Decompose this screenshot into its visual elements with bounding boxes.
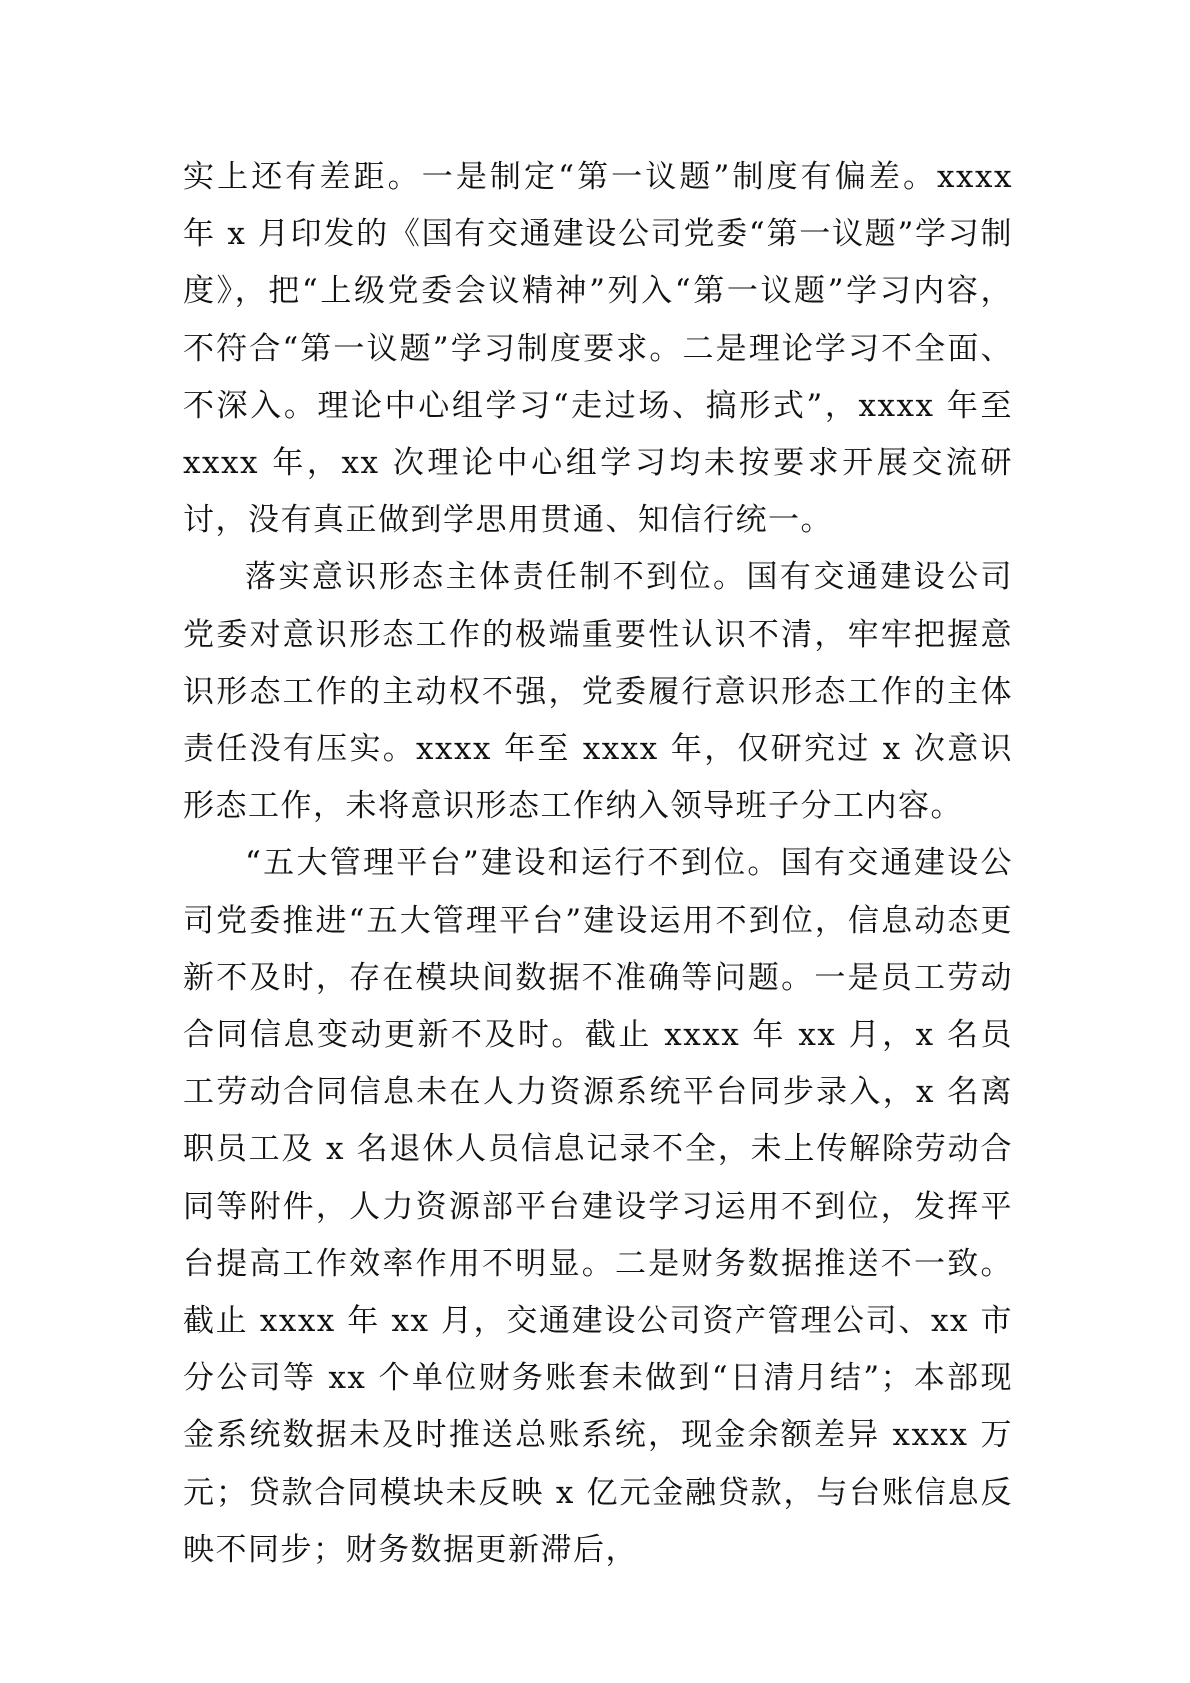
document-body (183, 149, 1013, 1579)
paragraph-continuation: 实上还有差距。一是制定“第一议题”制度有偏差。xxxx 年 x 月印发的《国有交通建设公司党委“第一议题”学习制度》，把“上级党委会议精神”列入“第一议题”学习内容，不符合“第一议题”学习制度要求。二是理论学习不全面、不深入。理论中心组学习“走过场、搞形式”，xxxx 年至 xxxx 年，xx 次理论中心组学习均未按要求开展交流研讨，没有真正做到学思用贯通、知信行统一。 (183, 159, 1013, 539)
paragraph-ideology-responsibility: 落实意识形态主体责任制不到位。国有交通建设公司党委对意识形态工作的极端重要性认识不清，牢牢把握意识形态工作的主动权不强，党委履行意识形态工作的主体责任没有压实。xxxx 年至 xxxx 年，仅研究过 x 次意识形态工作，未将意识形态工作纳入领导班子分工内容。 (183, 559, 1013, 825)
paragraph-five-platforms: “五大管理平台”建设和运行不到位。国有交通建设公司党委推进“五大管理平台”建设运用不到位，信息动态更新不及时，存在模块间数据不准确等问题。一是员工劳动合同信息变动更新不及时。截止 xxxx 年 xx 月，x 名员工劳动合同信息未在人力资源系统平台同步录入，x 名离职员工及 x 名退休人员信息记录不全，未上传解除劳动合同等附件，人力资源部平台建设学习运用不到位，发挥平台提高工作效率作用不明显。二是财务数据推送不一致。截止 xxxx 年 xx 月，交通建设公司资产管理公司、xx 市分公司等 xx 个单位财务账套未做到“日清月结”；本部现金系统数据未及时推送总账系统，现金余额差异 xxxx 万元；贷款合同模块未反映 x 亿元金融贷款，与台账信息反映不同步；财务数据更新滞后， (183, 845, 1013, 1568)
